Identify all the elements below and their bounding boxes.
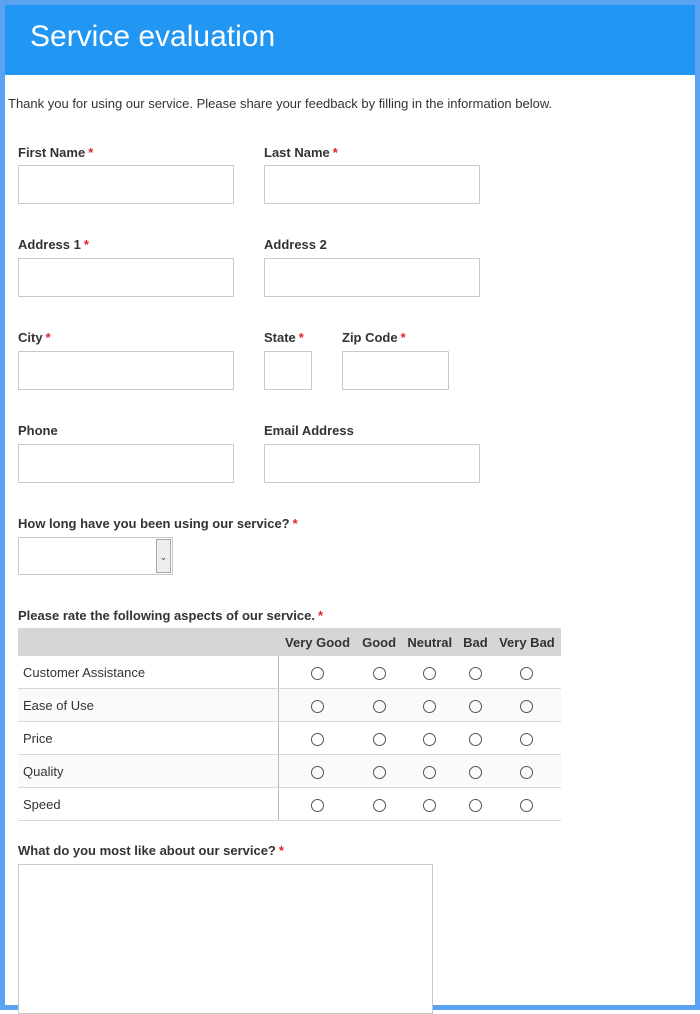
form-title: Service evaluation — [30, 20, 276, 53]
rating-col-very-bad: Very Bad — [493, 628, 561, 656]
city-label — [18, 330, 51, 345]
rating-row-ease-of-use — [18, 689, 561, 722]
rating-cell — [357, 722, 402, 755]
state-label — [264, 330, 304, 345]
rating-row-label: Ease of Use — [18, 689, 279, 722]
radio-button[interactable] — [423, 733, 436, 746]
email-input[interactable] — [264, 444, 480, 483]
rating-label — [18, 608, 323, 623]
radio-button[interactable] — [469, 766, 482, 779]
intro-text: Thank you for using our service. Please share your feedback by filling in the information below. — [8, 96, 553, 111]
rating-cell — [493, 656, 561, 689]
radio-button[interactable] — [520, 667, 533, 680]
rating-cell — [279, 722, 357, 755]
rating-row-speed — [18, 788, 561, 821]
radio-button[interactable] — [311, 766, 324, 779]
radio-button[interactable] — [373, 799, 386, 812]
radio-button[interactable] — [311, 667, 324, 680]
like-label-text: What do you most like about our service? — [18, 843, 276, 858]
rating-cell — [279, 755, 357, 788]
radio-button[interactable] — [373, 667, 386, 680]
rating-cell — [279, 656, 357, 689]
like-label — [18, 843, 284, 858]
radio-button[interactable] — [423, 766, 436, 779]
rating-cell — [493, 722, 561, 755]
rating-cell — [357, 755, 402, 788]
chevron-down-icon[interactable]: ⌄ — [156, 539, 171, 573]
rating-cell — [458, 722, 493, 755]
phone-label: Phone — [18, 423, 58, 438]
rating-row-quality — [18, 755, 561, 788]
rating-corner-cell — [18, 628, 279, 656]
rating-cell — [402, 689, 459, 722]
radio-button[interactable] — [469, 799, 482, 812]
required-marker: * — [317, 608, 323, 623]
zip-input[interactable] — [342, 351, 449, 390]
rating-row-label: Customer Assistance — [18, 656, 279, 689]
rating-cell — [279, 788, 357, 821]
radio-button[interactable] — [373, 700, 386, 713]
rating-row-label: Quality — [18, 755, 279, 788]
rating-cell — [402, 755, 459, 788]
radio-button[interactable] — [311, 733, 324, 746]
radio-button[interactable] — [520, 733, 533, 746]
required-marker: * — [332, 145, 338, 160]
radio-button[interactable] — [423, 700, 436, 713]
rating-cell — [357, 788, 402, 821]
rating-cell — [402, 656, 459, 689]
rating-cell — [458, 656, 493, 689]
zip-label — [342, 330, 406, 345]
rating-label-text: Please rate the following aspects of our service. — [18, 608, 315, 623]
rating-cell — [402, 788, 459, 821]
radio-button[interactable] — [423, 799, 436, 812]
rating-row-price — [18, 722, 561, 755]
rating-col-very-good: Very Good — [279, 628, 357, 656]
required-marker: * — [278, 843, 284, 858]
radio-button[interactable] — [469, 700, 482, 713]
rating-cell — [357, 656, 402, 689]
rating-cell — [458, 755, 493, 788]
rating-cell — [458, 689, 493, 722]
address2-label: Address 2 — [264, 237, 327, 252]
zip-label-text: Zip Code — [342, 330, 398, 345]
address1-input[interactable] — [18, 258, 234, 297]
city-input[interactable] — [18, 351, 234, 390]
radio-button[interactable] — [520, 799, 533, 812]
required-marker: * — [298, 330, 304, 345]
radio-button[interactable] — [469, 733, 482, 746]
radio-button[interactable] — [311, 700, 324, 713]
state-label-text: State — [264, 330, 296, 345]
duration-select[interactable] — [18, 537, 173, 575]
rating-cell — [493, 689, 561, 722]
radio-button[interactable] — [373, 766, 386, 779]
radio-button[interactable] — [373, 733, 386, 746]
radio-button[interactable] — [520, 766, 533, 779]
rating-col-good: Good — [357, 628, 402, 656]
first-name-input[interactable] — [18, 165, 234, 204]
radio-button[interactable] — [469, 667, 482, 680]
rating-header-row — [18, 628, 561, 656]
form-header — [0, 0, 700, 75]
rating-col-neutral: Neutral — [402, 628, 459, 656]
state-input[interactable] — [264, 351, 312, 390]
first-name-label — [18, 145, 93, 160]
rating-col-bad: Bad — [458, 628, 493, 656]
required-marker: * — [88, 145, 94, 160]
rating-cell — [279, 689, 357, 722]
address2-input[interactable] — [264, 258, 480, 297]
rating-row-customer-assistance — [18, 656, 561, 689]
required-marker: * — [292, 516, 298, 531]
address1-label-text: Address 1 — [18, 237, 81, 252]
radio-button[interactable] — [520, 700, 533, 713]
required-marker: * — [45, 330, 51, 345]
last-name-input[interactable] — [264, 165, 480, 204]
rating-cell — [493, 788, 561, 821]
rating-row-label: Price — [18, 722, 279, 755]
rating-matrix — [18, 628, 561, 821]
rating-cell — [458, 788, 493, 821]
email-label: Email Address — [264, 423, 354, 438]
duration-label-text: How long have you been using our service? — [18, 516, 290, 531]
rating-row-label: Speed — [18, 788, 279, 821]
address1-label — [18, 237, 89, 252]
duration-label — [18, 516, 298, 531]
required-marker: * — [83, 237, 89, 252]
last-name-label — [264, 145, 338, 160]
radio-button[interactable] — [311, 799, 324, 812]
city-label-text: City — [18, 330, 43, 345]
phone-input[interactable] — [18, 444, 234, 483]
first-name-label-text: First Name — [18, 145, 86, 160]
radio-button[interactable] — [423, 667, 436, 680]
rating-cell — [493, 755, 561, 788]
required-marker: * — [400, 330, 406, 345]
rating-cell — [357, 689, 402, 722]
like-textarea[interactable] — [18, 864, 433, 1014]
last-name-label-text: Last Name — [264, 145, 330, 160]
rating-cell — [402, 722, 459, 755]
